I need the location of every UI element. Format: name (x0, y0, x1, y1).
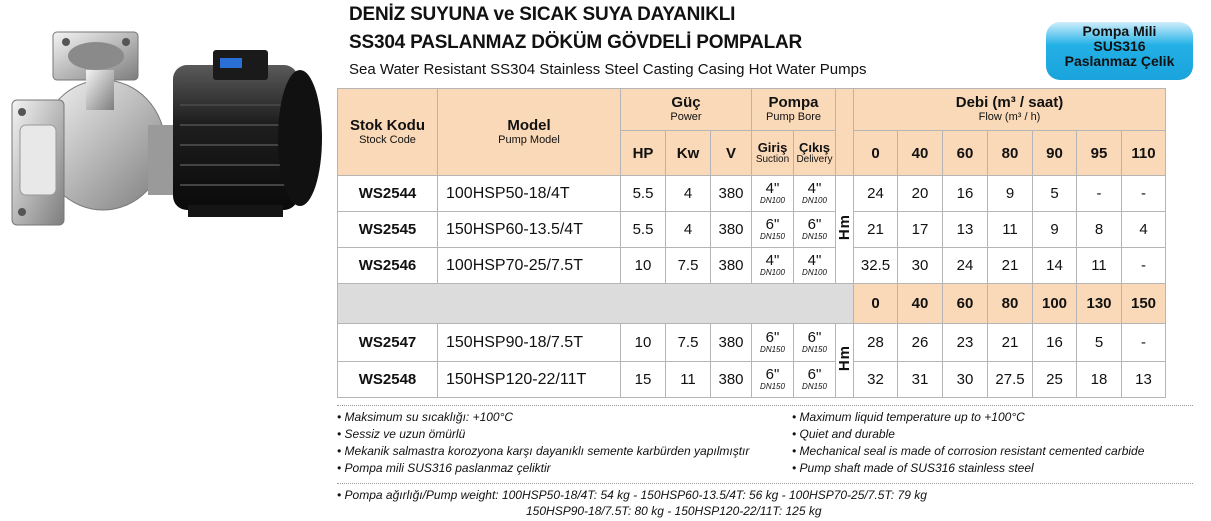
flow-col: 80 (988, 284, 1033, 324)
stock-code: WS2546 (338, 248, 438, 284)
table-row (338, 212, 1166, 248)
pump-spec-table (337, 88, 1166, 398)
model: 100HSP70-25/7.5T (438, 248, 621, 284)
flow-value: 28 (854, 324, 898, 362)
flow-value: 24 (943, 248, 988, 284)
flow-col: 40 (898, 284, 943, 324)
flow-value: 25 (1033, 362, 1077, 398)
header-suction: Giriş Suction (752, 131, 794, 176)
separator-row (338, 284, 854, 324)
header-flow: Debi (m³ / saat) Flow (m³ / h) (854, 89, 1166, 131)
model: 150HSP90-18/7.5T (438, 324, 621, 362)
flow-col: 40 (898, 131, 943, 176)
flow-col: 150 (1122, 284, 1166, 324)
suction: 4" DN100 (752, 248, 794, 284)
flow-value: 27.5 (988, 362, 1033, 398)
flow-col: 80 (988, 131, 1033, 176)
flow-value: 14 (1033, 248, 1077, 284)
flow-col: 110 (1122, 131, 1166, 176)
divider (337, 483, 1193, 484)
hp: 5.5 (621, 212, 666, 248)
divider (337, 405, 1193, 406)
flow-value: 31 (898, 362, 943, 398)
hp: 10 (621, 324, 666, 362)
table-row (338, 248, 1166, 284)
note-item: • Maximum liquid temperature up to +100°C (792, 409, 1144, 426)
flow-value: 13 (943, 212, 988, 248)
flow-value: - (1122, 324, 1166, 362)
hm-spacer (836, 89, 854, 176)
flow-value: 32 (854, 362, 898, 398)
model: 150HSP60-13.5/4T (438, 212, 621, 248)
pump-weight-line2: 150HSP90-18/7.5T: 80 kg - 150HSP120-22/11T: 125 kg (526, 504, 822, 518)
volt: 380 (711, 212, 752, 248)
suction: 4" DN100 (752, 176, 794, 212)
shaft-badge (1046, 22, 1193, 80)
flow-col: 0 (854, 131, 898, 176)
kw: 4 (666, 176, 711, 212)
header-pump-bore: Pompa Pump Bore (752, 89, 836, 131)
flow-value: 20 (898, 176, 943, 212)
delivery: 6" DN150 (794, 212, 836, 248)
volt: 380 (711, 362, 752, 398)
stock-code: WS2545 (338, 212, 438, 248)
kw: 7.5 (666, 248, 711, 284)
badge-line: SUS316 (1093, 38, 1146, 54)
flow-value: - (1122, 248, 1166, 284)
volt: 380 (711, 248, 752, 284)
hm-label: Hm (836, 176, 854, 284)
flow-value: - (1122, 176, 1166, 212)
table-row (338, 362, 1166, 398)
flow-value: 23 (943, 324, 988, 362)
flow-value: 11 (988, 212, 1033, 248)
delivery: 6" DN150 (794, 362, 836, 398)
hp: 15 (621, 362, 666, 398)
hm-label: Hm (836, 324, 854, 398)
page-title-line1: DENİZ SUYUNA ve SICAK SUYA DAYANIKLI (349, 4, 736, 25)
note-item: • Mekanik salmastra korozyona karşı dayanıklı semente karbürden yapılmıştır (337, 443, 749, 460)
flow-value: 8 (1077, 212, 1122, 248)
hp: 5.5 (621, 176, 666, 212)
flow-col: 60 (943, 284, 988, 324)
flow-value: - (1077, 176, 1122, 212)
delivery: 4" DN100 (794, 248, 836, 284)
flow-value: 18 (1077, 362, 1122, 398)
flow-value: 21 (854, 212, 898, 248)
pump-weight-line1: • Pompa ağırlığı/Pump weight: 100HSP50-18/4T: 54 kg - 150HSP60-13.5/4T: 56 kg - 100HSP70-25/7.5T: 79 kg (337, 488, 927, 502)
delivery: 4" DN100 (794, 176, 836, 212)
stock-code: WS2544 (338, 176, 438, 212)
hp: 10 (621, 248, 666, 284)
flow-value: 13 (1122, 362, 1166, 398)
header-stock-code: Stok Kodu Stock Code (338, 89, 438, 176)
flow-value: 4 (1122, 212, 1166, 248)
flow-col: 90 (1033, 131, 1077, 176)
kw: 7.5 (666, 324, 711, 362)
pump-image (8, 30, 328, 250)
suction: 6" DN150 (752, 362, 794, 398)
header-hp: HP (621, 131, 666, 176)
suction: 6" DN150 (752, 212, 794, 248)
note-item: • Sessiz ve uzun ömürlü (337, 426, 749, 443)
flow-col: 60 (943, 131, 988, 176)
stock-code: WS2547 (338, 324, 438, 362)
kw: 11 (666, 362, 711, 398)
flow-value: 5 (1077, 324, 1122, 362)
flow-value: 21 (988, 248, 1033, 284)
flow-value: 11 (1077, 248, 1122, 284)
note-item: • Pompa mili SUS316 paslanmaz çeliktir (337, 460, 749, 477)
flow-value: 16 (1033, 324, 1077, 362)
badge-line: Pompa Mili (1082, 23, 1157, 39)
note-item: • Mechanical seal is made of corrosion resistant cemented carbide (792, 443, 1144, 460)
model: 150HSP120-22/11T (438, 362, 621, 398)
model: 100HSP50-18/4T (438, 176, 621, 212)
badge-line: Paslanmaz Çelik (1064, 53, 1175, 69)
table-row (338, 176, 1166, 212)
flow-value: 16 (943, 176, 988, 212)
flow-value: 5 (1033, 176, 1077, 212)
volt: 380 (711, 324, 752, 362)
flow-col: 0 (854, 284, 898, 324)
header-delivery: Çıkış Delivery (794, 131, 836, 176)
flow-value: 9 (1033, 212, 1077, 248)
note-item: • Quiet and durable (792, 426, 1144, 443)
flow-col: 100 (1033, 284, 1077, 324)
notes-turkish (337, 409, 749, 477)
flow-value: 17 (898, 212, 943, 248)
page-title-line2: SS304 PASLANMAZ DÖKÜM GÖVDELİ POMPALAR (349, 32, 803, 53)
flow-col: 130 (1077, 284, 1122, 324)
flow-value: 9 (988, 176, 1033, 212)
flow-value: 21 (988, 324, 1033, 362)
header-kw: Kw (666, 131, 711, 176)
header-model: Model Pump Model (438, 89, 621, 176)
note-item: • Pump shaft made of SUS316 stainless steel (792, 460, 1144, 477)
flow-value: 30 (898, 248, 943, 284)
page-subtitle: Sea Water Resistant SS304 Stainless Steel Casting Casing Hot Water Pumps (349, 61, 867, 78)
flow-col: 95 (1077, 131, 1122, 176)
kw: 4 (666, 212, 711, 248)
flow-value: 32.5 (854, 248, 898, 284)
header-power: Güç Power (621, 89, 752, 131)
stock-code: WS2548 (338, 362, 438, 398)
header-v: V (711, 131, 752, 176)
flow-value: 30 (943, 362, 988, 398)
suction: 6" DN150 (752, 324, 794, 362)
flow-value: 24 (854, 176, 898, 212)
table-row (338, 324, 1166, 362)
flow-value: 26 (898, 324, 943, 362)
volt: 380 (711, 176, 752, 212)
delivery: 6" DN150 (794, 324, 836, 362)
notes-english (792, 409, 1144, 477)
note-item: • Maksimum su sıcaklığı: +100°C (337, 409, 749, 426)
